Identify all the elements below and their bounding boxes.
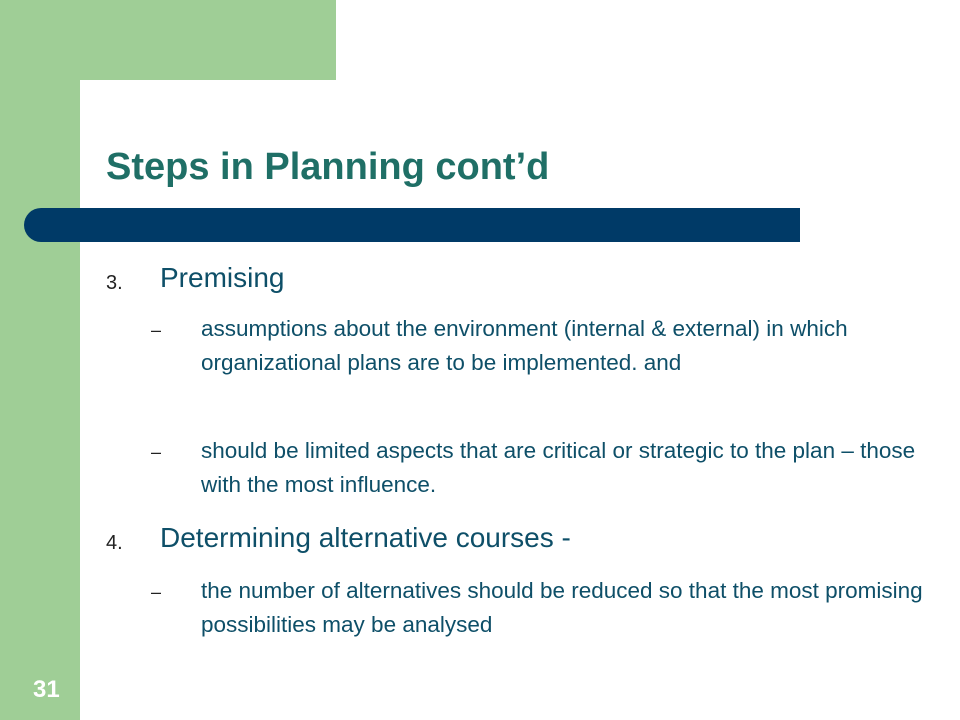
slide-number: 31 — [33, 676, 60, 703]
sub-bullet-dash: – — [151, 442, 162, 462]
list-number: 4. — [106, 532, 123, 554]
sub-bullet-dash: – — [151, 320, 162, 340]
sub-bullet-text: assumptions about the environment (internal & external) in which organizational plans are to be implemented. and — [201, 316, 848, 375]
sub-bullet-text: should be limited aspects that are critical or strategic to the plan – those with the most influence. — [201, 438, 916, 497]
slide-title: Steps in Planning cont’d — [106, 146, 550, 188]
list-heading: Determining alternative courses - — [160, 522, 571, 553]
list-heading: Premising — [160, 262, 285, 293]
sub-bullet-dash: – — [151, 582, 162, 602]
list-number: 3. — [106, 272, 123, 294]
sub-bullet-text: the number of alternatives should be reduced so that the most promising possibilities may be analysed — [201, 578, 923, 637]
